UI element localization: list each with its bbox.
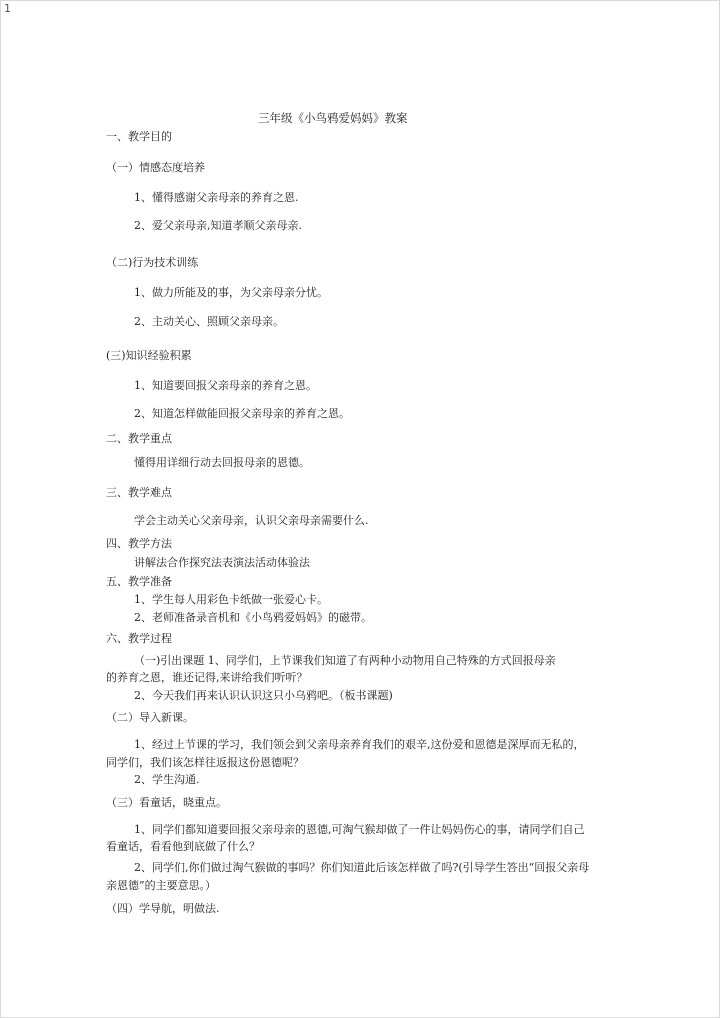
list-item: 1、学生每人用彩色卡纸做一张爱心卡。	[134, 593, 328, 606]
document-title: 三年级《小鸟鸦爱妈妈》教案	[258, 111, 408, 125]
list-item: 1、做力所能及的事，为父亲母亲分忧。	[134, 286, 328, 299]
list-item: 1、懂得感谢父亲母亲的养育之恩.	[134, 191, 299, 204]
paragraph-text: 懂得用详细行动去回报母亲的恩德。	[134, 456, 310, 469]
subsection-heading: （四）学导航，明做法.	[106, 902, 220, 915]
list-item: 2、主动关心、照顾父亲母亲。	[134, 315, 284, 328]
section-heading: 四、教学方法	[106, 537, 172, 550]
paragraph-text: 2、同学们,你们做过淘气猴做的事吗？你们知道此后该怎样做了吗?(引导学生答出“回报父亲母	[134, 861, 590, 874]
section-heading: 三、教学难点	[106, 486, 172, 499]
subsection-heading: (三)知识经验积累	[106, 349, 192, 362]
section-heading: 五、教学准备	[106, 575, 172, 588]
paragraph-text: 讲解法合作探究法表演法活动体验法	[134, 556, 310, 569]
section-heading: 二、教学重点	[106, 432, 172, 445]
list-item: 2、爱父亲母亲,知道孝顺父亲母亲.	[134, 219, 302, 232]
list-item: 2、老师准备录音机和《小鸟鸦爱妈妈》的磁带。	[134, 611, 372, 624]
subsection-heading: （一）情感态度培养	[106, 161, 205, 174]
subsection-heading: （二)行为技术训练	[106, 256, 199, 269]
section-heading: 六、教学过程	[106, 632, 172, 645]
subsection-heading: （三）看童话，晓重点。	[106, 796, 227, 809]
list-item: 1、知道要回报父亲母亲的养育之恩。	[134, 379, 317, 392]
paragraph-text: 2、学生沟通.	[134, 773, 200, 786]
subsection-heading: （二）导入新课。	[106, 711, 194, 724]
paragraph-text: 学会主动关心父亲母亲，认识父亲母亲需要什么.	[134, 514, 369, 527]
paragraph-text: 1、经过上节课的学习，我们领会到父亲母亲养育我们的艰辛,这份爱和恩德是深厚而无私的，	[134, 738, 585, 751]
paragraph-text: 亲恩德”的主要意思。）	[106, 879, 217, 892]
paragraph-text: 看童话，看看他到底做了什么？	[106, 840, 260, 853]
list-item: 2、知道怎样做能回报父亲母亲的养育之恩。	[134, 407, 350, 420]
paragraph-text: 1、同学们都知道要回报父亲母亲的恩德,可淘气猴却做了一件让妈妈伤心的事，请同学们自己	[134, 823, 585, 836]
paragraph-text: 2、今天我们再来认识认识这只小乌鸦吧。（板书课题)	[134, 689, 393, 702]
section-heading: 一、教学目的	[106, 130, 172, 143]
paragraph-text: 的养育之恩，谁还记得,来讲给我们听听？	[106, 671, 308, 684]
page-number: 1	[4, 2, 11, 15]
paragraph-text: 同学们，我们该怎样往返报这份恩德呢？	[106, 756, 304, 769]
paragraph-text: （一)引出课题 1、同学们，上节课我们知道了有两种小动物用自己特殊的方式回报母亲	[134, 654, 556, 667]
